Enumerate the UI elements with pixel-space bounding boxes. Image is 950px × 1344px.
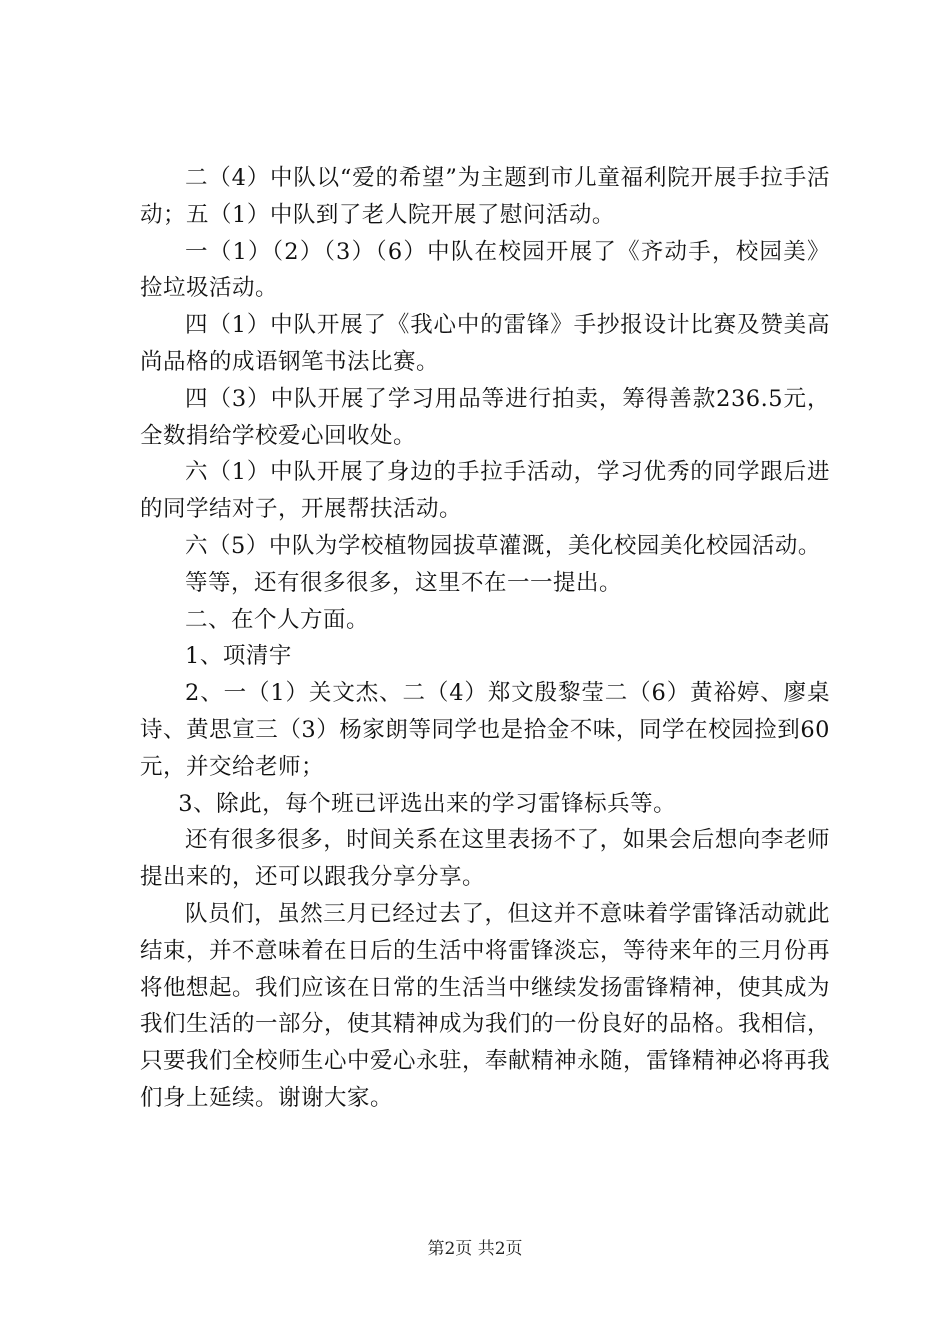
list-item-1: 1、项清宇 [185, 643, 292, 670]
paragraph-closing: 队员们，虽然三月已经过去了，但这并不意味着学雷锋活动就此结束，并不意味着在日后的生活中将雷锋淡忘，等待来年的三月份再将他想起。我们应该在日常的生活当中继续发扬雷锋精神，使其成为我们生活的一部分，使其精神成为我们的一份良好的品格。我相信，只要我们全校师生心中爱心永驻，奉献精神永随，雷锋精神必将再我们身上延续。谢谢大家。 [140, 900, 831, 1111]
page-number-footer: 第2页 共2页 [427, 1239, 523, 1259]
paragraph-more: 还有很多很多，时间关系在这里表扬不了，如果会后想向李老师提出来的，还可以跟我分享分享。 [140, 827, 830, 891]
paragraph-3: 四（1）中队开展了《我心中的雷锋》手抄报设计比赛及赞美高尚品格的成语钢笔书法比赛。 [140, 312, 830, 375]
paragraph-7: 等等，还有很多很多，这里不在一一提出。 [185, 569, 623, 596]
list-item-3: 3、除此，每个班已评选出来的学习雷锋标兵等。 [178, 790, 677, 817]
paragraph-1: 二（4）中队以“爱的希望”为主题到市儿童福利院开展手拉手活动；五（1）中队到了老人院开展了慰问活动。 [140, 165, 830, 228]
paragraph-5: 六（1）中队开展了身边的手拉手活动，学习优秀的同学跟后进的同学结对子，开展帮扶活动。 [140, 459, 830, 523]
paragraph-2: 一（1）（2）（3）（6）中队在校园开展了《齐动手，校园美》捡垃圾活动。 [140, 238, 830, 302]
paragraph-6: 六（5）中队为学校植物园拔草灌溉，美化校园美化校园活动。 [185, 532, 821, 559]
section-heading-individual: 二、在个人方面。 [185, 606, 370, 633]
list-item-2: 2、一（1）关文杰、二（4）郑文殷黎莹二（6）黄裕婷、廖桌诗、黄思宣三（3）杨家朗等同学也是拾金不味，同学在校园捡到60元，并交给老师； [140, 680, 830, 780]
paragraph-4: 四（3）中队开展了学习用品等进行拍卖，筹得善款236.5元，全数捐给学校爱心回收处。 [140, 385, 830, 449]
document-body [140, 160, 830, 1117]
